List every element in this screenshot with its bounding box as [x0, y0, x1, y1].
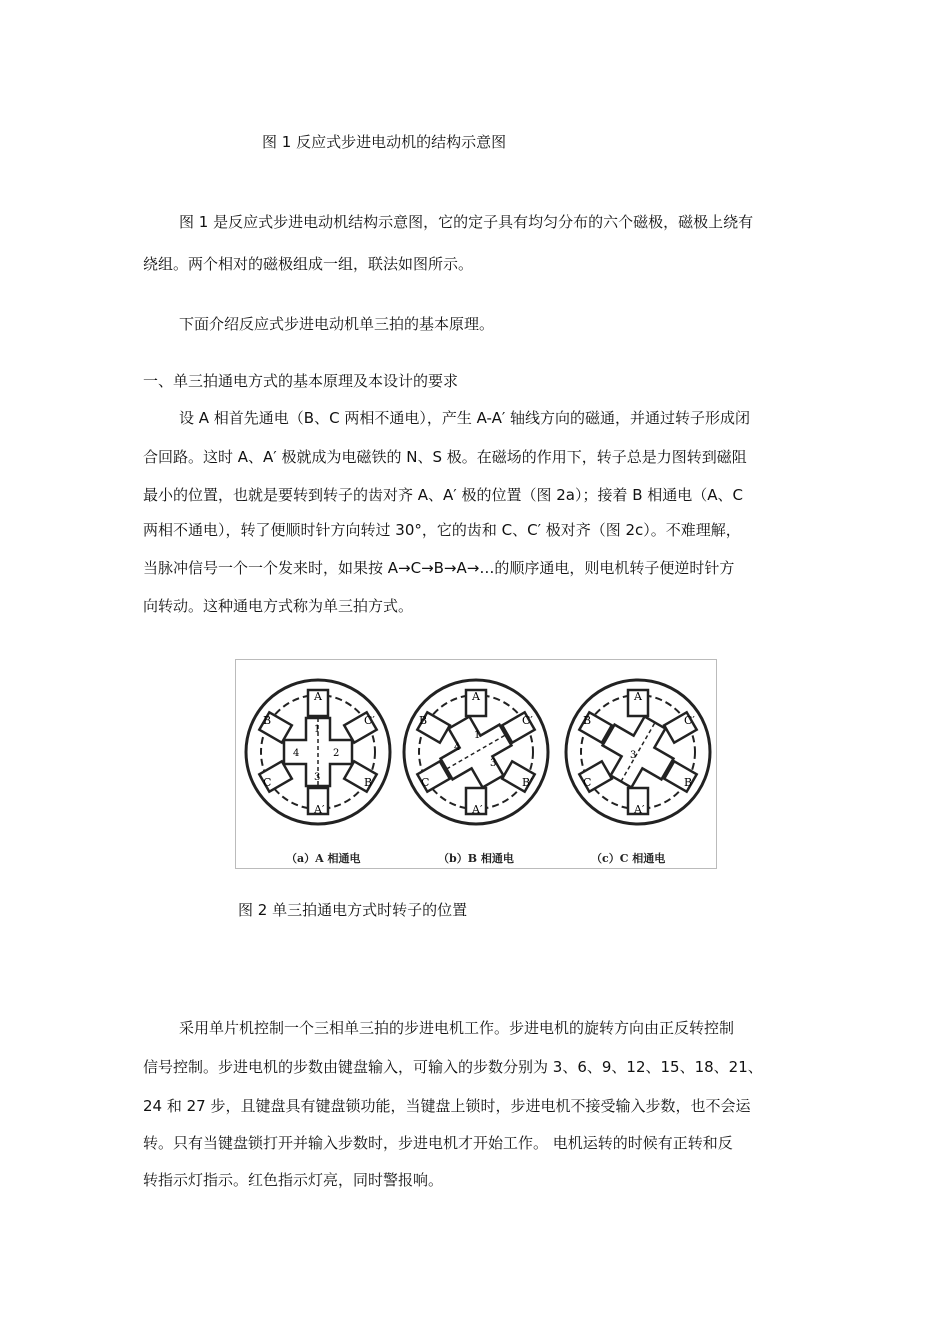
text-line: 信号控制。步进电机的步数由键盘输入，可输入的步数分别为 3、6、9、12、15、18、21、	[143, 1058, 763, 1076]
svg-text:C: C	[583, 776, 592, 789]
motor-c-diagram	[566, 680, 710, 824]
svg-text:3: 3	[630, 750, 637, 761]
svg-text:4: 4	[454, 742, 461, 753]
svg-text:3: 3	[314, 772, 321, 783]
text-line: 最小的位置，也就是要转到转子的齿对齐 A、A′ 极的位置（图 2a）；接着 B 相通电（A、C	[143, 486, 744, 504]
text-line: 转。只有当键盘锁打开并输入步数时，步进电机才开始工作。 电机运转的时候有正转和反	[143, 1134, 733, 1152]
motor-a-diagram	[246, 680, 390, 824]
text-line: 采用单片机控制一个三相单三拍的步进电机工作。步进电机的旋转方向由正反转控制	[179, 1019, 735, 1037]
paragraph-principle-intro: 下面介绍反应式步进电动机单三拍的基本原理。	[179, 315, 495, 333]
text-line: 向转动。这种通电方式称为单三拍方式。	[143, 597, 414, 615]
figure-2-stepper-diagram	[235, 659, 717, 869]
svg-text:C′: C′	[522, 714, 533, 727]
section-heading: 一、单三拍通电方式的基本原理及本设计的要求	[143, 372, 459, 390]
svg-text:A: A	[314, 690, 322, 703]
svg-text:A: A	[472, 690, 480, 703]
svg-text:B: B	[583, 714, 592, 727]
text-line: 24 和 27 步，且键盘具有键盘锁功能，当键盘上锁时，步进电机不接受输入步数，也不会运	[143, 1097, 751, 1115]
svg-text:1: 1	[314, 724, 321, 735]
subcaption-c: （c）C 相通电	[591, 852, 666, 865]
svg-text:A′: A′	[634, 803, 645, 816]
figure-1-caption: 图 1 反应式步进电动机的结构示意图	[262, 133, 507, 151]
svg-text:A: A	[634, 690, 642, 703]
svg-text:C′: C′	[684, 714, 695, 727]
text-line: 转指示灯指示。红色指示灯亮，同时警报响。	[143, 1171, 444, 1189]
svg-text:2: 2	[333, 748, 340, 759]
svg-text:B: B	[364, 776, 373, 789]
svg-text:B: B	[419, 714, 428, 727]
svg-text:A′: A′	[314, 803, 325, 816]
svg-text:A′: A′	[472, 803, 483, 816]
svg-text:3: 3	[490, 758, 497, 769]
svg-text:C′: C′	[364, 714, 375, 727]
svg-text:1: 1	[474, 730, 481, 741]
svg-text:B: B	[684, 776, 693, 789]
stepper-motor-diagrams	[236, 660, 716, 868]
svg-text:B: B	[263, 714, 272, 727]
text-line: 绕组。两个相对的磁极组成一组，联法如图所示。	[143, 255, 474, 273]
text-line: 当脉冲信号一个一个发来时，如果按 A→C→B→A→…的顺序通电，则电机转子便逆时针方	[143, 559, 735, 577]
subcaption-a: （a）A 相通电	[286, 852, 361, 865]
motor-b-diagram	[404, 680, 548, 824]
text-line: 合回路。这时 A、A′ 极就成为电磁铁的 N、S 极。在磁场的作用下，转子总是力图转到磁阻	[143, 448, 747, 466]
svg-text:4: 4	[293, 748, 300, 759]
text-line: 设 A 相首先通电（B、C 两相不通电），产生 A-A′ 轴线方向的磁通，并通过转子形成闭	[179, 409, 751, 427]
svg-text:C: C	[421, 776, 430, 789]
subcaption-b: （b）B 相通电	[438, 852, 514, 865]
figure-2-caption: 图 2 单三拍通电方式时转子的位置	[238, 901, 468, 919]
text-line: 图 1 是反应式步进电动机结构示意图，它的定子具有均匀分布的六个磁极，磁极上绕有	[179, 213, 754, 231]
text-line: 两相不通电），转了便顺时针方向转过 30°，它的齿和 C、C′ 极对齐（图 2c）。不难理解，	[143, 521, 741, 539]
svg-text:B′: B′	[522, 776, 533, 789]
svg-text:C: C	[263, 776, 272, 789]
